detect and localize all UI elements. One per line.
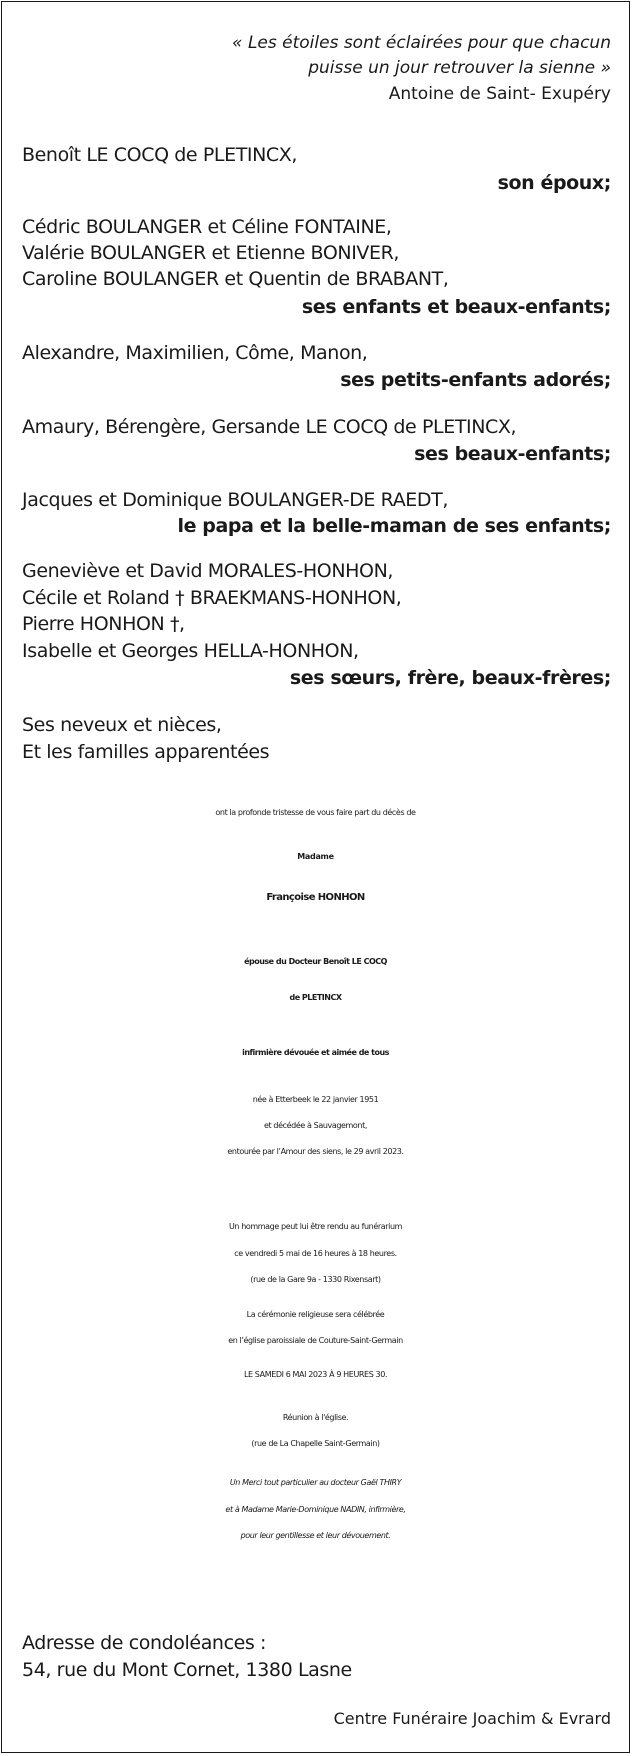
death-place: et décédée à Sauvagemont, [264, 1121, 367, 1130]
condolences-address: 54, rue du Mont Cornet, 1380 Lasne [22, 1659, 352, 1681]
deceased-name: Françoise HONHON [266, 892, 365, 903]
ceremony-line-2: en l’église paroissiale de Couture-Saint-Germain [228, 1336, 403, 1345]
quote-line-2: puisse un jour retrouver la sienne » [308, 58, 611, 78]
relatives-line-1: Ses neveux et nièces, [22, 714, 222, 736]
sibling-2: Cécile et Roland † BRAEKMANS-HONHON, [22, 587, 402, 609]
deceased-spouse-line-2: de PLETINCX [289, 993, 342, 1002]
tribute-line-2: ce vendredi 5 mai de 16 heures à 18 heures. [234, 1249, 397, 1258]
funeral-home: Centre Funéraire Joachim & Evrard [333, 1709, 611, 1728]
parents-in-law: Jacques et Dominique BOULANGER-DE RAEDT, [22, 489, 448, 511]
thanks-line-3: pour leur gentillesse et leur dévouement. [240, 1531, 391, 1540]
deceased-spouse-line-1: épouse du Docteur Benoît LE COCQ [244, 957, 387, 966]
condolences-label: Adresse de condoléances : [22, 1632, 267, 1654]
sibling-4: Isabelle et Georges HELLA-HONHON, [22, 640, 359, 662]
ceremony-datetime: LE SAMEDI 6 MAI 2023 À 9 HEURES 30. [243, 1370, 388, 1379]
stepchildren: Amaury, Bérengère, Gersande LE COCQ de PLETINCX, [22, 416, 517, 438]
child-1: Cédric BOULANGER et Céline FONTAINE, [22, 216, 392, 238]
siblings-role: ses sœurs, frère, beaux-frères; [289, 667, 611, 689]
child-2: Valérie BOULANGER et Etienne BONIVER, [22, 242, 400, 264]
relatives-line-2: Et les familles apparentées [22, 741, 270, 763]
quote-line-1: « Les étoiles sont éclairées pour que chacun [232, 33, 611, 53]
stepchildren-role: ses beaux-enfants; [414, 443, 611, 465]
deceased-title: Madame [297, 852, 334, 861]
grandchildren: Alexandre, Maximilien, Côme, Manon, [22, 342, 368, 364]
thanks-line-1: Un Merci tout particulier au docteur Gaël THIRY [229, 1478, 402, 1487]
deceased-profession: infirmière dévouée et aimée de tous [242, 1048, 389, 1057]
sibling-1: Geneviève et David MORALES-HONHON, [22, 560, 394, 582]
thanks-line-2: et à Madame Marie-Dominique NADIN, infirmière, [225, 1505, 406, 1514]
reunion-line-1: Réunion à l'église. [282, 1413, 349, 1422]
tribute-line-1: Un hommage peut lui être rendu au funérarium [228, 1222, 403, 1231]
tribute-address: (rue de la Gare 9a - 1330 Rixensart) [250, 1275, 381, 1284]
spouse-role: son époux; [497, 172, 611, 194]
quote-author: Antoine de Saint- Exupéry [388, 84, 611, 104]
announcement-text: ont la profonde tristesse de vous faire part du décès de [215, 808, 416, 817]
parents-in-law-role: le papa et la belle-maman de ses enfants; [177, 515, 611, 537]
spouse-name: Benoît LE COCQ de PLETINCX, [22, 144, 298, 166]
obituary-notice [1, 1, 630, 1753]
death-info: entourée par l’Amour des siens, le 29 avril 2023. [227, 1147, 404, 1156]
grandchildren-role: ses petits-enfants adorés; [340, 369, 611, 391]
reunion-address: (rue de La Chapelle Saint-Germain) [251, 1439, 380, 1448]
child-3: Caroline BOULANGER et Quentin de BRABANT, [22, 268, 449, 290]
birth-info: née à Etterbeek le 22 janvier 1951 [252, 1095, 379, 1104]
children-role: ses enfants et beaux-enfants; [301, 296, 611, 318]
ceremony-line-1: La cérémonie religieuse sera célébrée [246, 1310, 385, 1319]
sibling-3: Pierre HONHON †, [22, 613, 185, 635]
